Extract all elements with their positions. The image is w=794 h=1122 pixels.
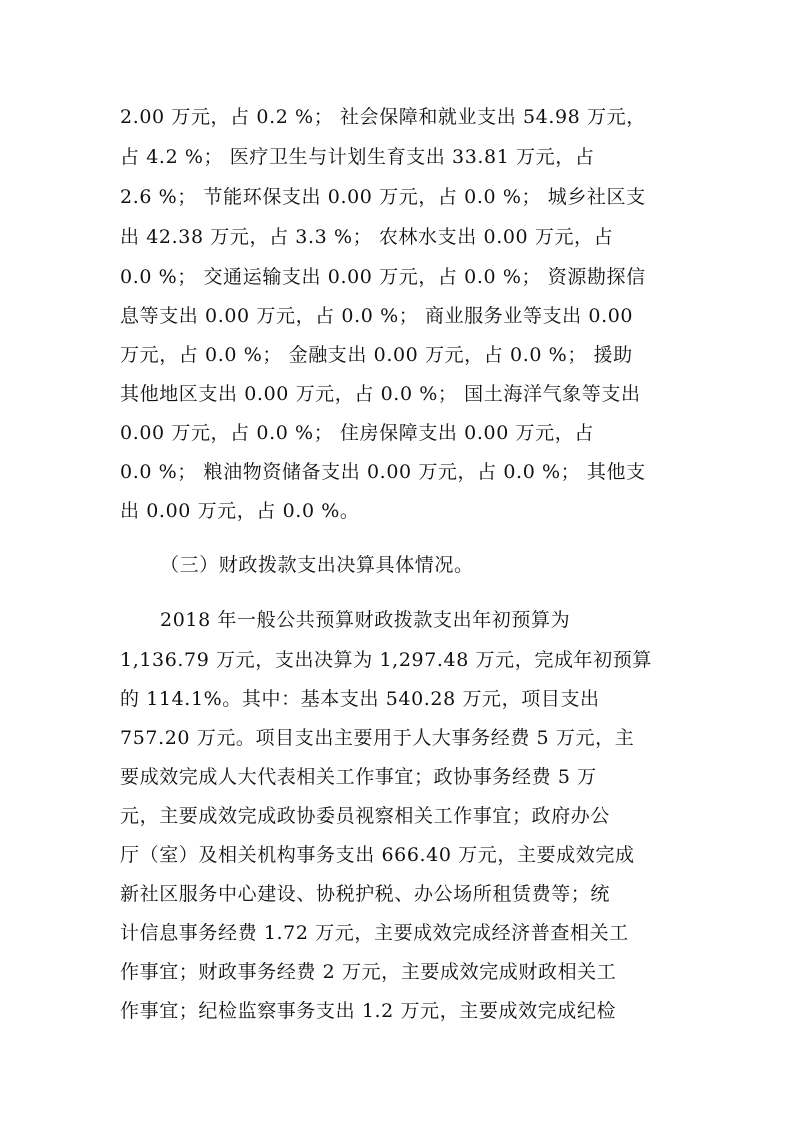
text-line: 计信息事务经费 1.72 万元，主要成效完成经济普查相关工 [120, 922, 629, 944]
text-line: 作事宜；财政事务经费 2 万元，主要成效完成财政相关工 [120, 961, 617, 983]
text-line: 元，主要成效完成政协委员视察相关工作事宜；政府办公 [120, 805, 611, 827]
text-line: 出 0.00 万元，占 0.0 %。 [120, 500, 360, 522]
paragraph-first-line: 2018 年一般公共预算财政拨款支出年初预算为 [160, 609, 571, 631]
text-line: 2.00 万元，占 0.2 %； 社会保障和就业支出 54.98 万元， [120, 106, 646, 128]
text-line: 1,136.79 万元，支出决算为 1,297.48 万元，完成年初预算 [120, 649, 652, 671]
text-line: 0.00 万元，占 0.0 %； 住房保障支出 0.00 万元，占 [120, 422, 594, 444]
text-line: 2.6 %； 节能环保支出 0.00 万元，占 0.0 %； 城乡社区支 [120, 186, 646, 208]
text-line: 厅（室）及相关机构事务支出 666.40 万元，主要成效完成 [120, 844, 635, 866]
section-heading: （三）财政拨款支出决算具体情况。 [160, 554, 474, 576]
text-line: 的 114.1%。其中：基本支出 540.28 万元，项目支出 [120, 688, 600, 710]
text-line: 万元，占 0.0 %； 金融支出 0.00 万元，占 0.0 %； 援助 [120, 344, 633, 366]
text-line: 757.20 万元。项目支出主要用于人大事务经费 5 万元，主 [120, 727, 635, 749]
text-line: 0.0 %； 粮油物资储备支出 0.00 万元，占 0.0 %； 其他支 [120, 461, 646, 483]
text-line: 息等支出 0.00 万元，占 0.0 %； 商业服务业等支出 0.00 [120, 305, 634, 327]
text-line: 作事宜；纪检监察事务支出 1.2 万元，主要成效完成纪检 [120, 1000, 617, 1022]
text-line: 出 42.38 万元，占 3.3 %； 农林水支出 0.00 万元，占 [120, 226, 614, 248]
text-line: 其他地区支出 0.00 万元，占 0.0 %； 国土海洋气象等支出 [120, 383, 641, 405]
text-line: 占 4.2 %； 医疗卫生与计划生育支出 33.81 万元，占 [120, 146, 595, 168]
text-line: 0.0 %； 交通运输支出 0.00 万元，占 0.0 %； 资源勘探信 [120, 266, 646, 288]
text-line: 新社区服务中心建设、协税护税、办公场所租赁费等；统 [120, 883, 611, 905]
text-line: 要成效完成人大代表相关工作事宜；政协事务经费 5 万 [120, 766, 597, 788]
